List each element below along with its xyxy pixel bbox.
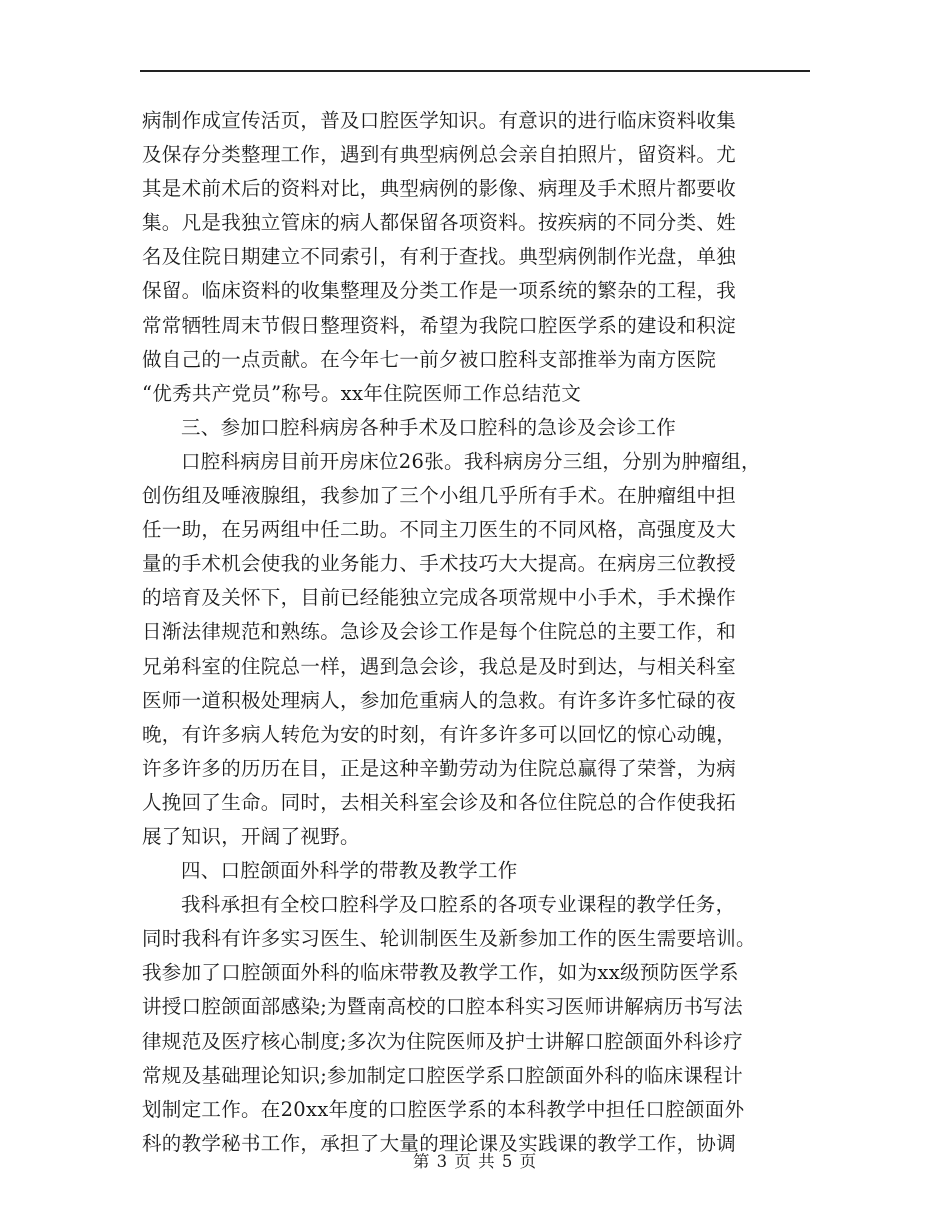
paragraph-first-line: 我科承担有全校口腔科学及口腔系的各项专业课程的教学任务，	[181, 893, 736, 917]
text-line: 的培育及关怀下，目前已经能独立完成各项常规中小手术，手术操作	[142, 586, 737, 610]
document-body	[142, 104, 832, 1161]
text-line: 集。凡是我独立管床的病人都保留各项资料。按疾病的不同分类、姓	[142, 211, 737, 235]
section-heading-3: 三、参加口腔科病房各种手术及口腔科的急诊及会诊工作	[181, 415, 677, 439]
text-line: 常规及基础理论知识;参加制定口腔医学系口腔颌面外科的临床课程计	[142, 1063, 743, 1087]
text-line: 许多许多的历历在目，正是这种辛勤劳动为住院总赢得了荣誉，为病	[142, 756, 737, 780]
text-line: 做自己的一点贡献。在今年七一前夕被口腔科支部推举为南方医院	[142, 347, 717, 371]
section-heading-4: 四、口腔颌面外科学的带教及教学工作	[181, 859, 518, 883]
text-line: 展了知识，开阔了视野。	[142, 824, 360, 848]
header-rule	[140, 70, 810, 72]
text-line: 划制定工作。在20xx年度的口腔医学系的本科教学中担任口腔颌面外	[142, 1097, 745, 1121]
text-line: 病制作成宣传活页，普及口腔医学知识。有意识的进行临床资料收集	[142, 109, 737, 132]
page-number-footer: 第 3 页 共 5 页	[412, 1152, 538, 1171]
text-line: 医师一道积极处理病人，参加危重病人的急救。有许多许多忙碌的夜	[142, 688, 737, 712]
paragraph-first-line: 口腔科病房目前开房床位26张。我科病房分三组，分别为肿瘤组，	[181, 449, 761, 473]
text-line: 任一助，在另两组中任二助。不同主刀医生的不同风格，高强度及大	[142, 518, 737, 542]
text-line: 其是术前术后的资料对比，典型病例的影像、病理及手术照片都要收	[142, 177, 737, 201]
text-line: 科的教学秘书工作，承担了大量的理论课及实践课的教学工作，协调	[142, 1131, 737, 1155]
text-line: 量的手术机会使我的业务能力、手术技巧大大提高。在病房三位教授	[142, 552, 737, 576]
text-line: 及保存分类整理工作，遇到有典型病例总会亲自拍照片，留资料。尤	[142, 143, 737, 167]
text-line: 创伤组及唾液腺组，我参加了三个小组几乎所有手术。在肿瘤组中担	[142, 484, 737, 508]
text-line: 兄弟科室的住院总一样，遇到急会诊，我总是及时到达，与相关科室	[142, 654, 737, 678]
text-line: 常常牺牲周末节假日整理资料，希望为我院口腔医学系的建设和积淀	[142, 313, 737, 337]
text-line: 同时我科有许多实习医生、轮训制医生及新参加工作的医生需要培训。	[142, 927, 756, 951]
text-line: 人挽回了生命。同时，去相关科室会诊及和各位住院总的合作使我拓	[142, 790, 737, 814]
text-line: 晚，有许多病人转危为安的时刻，有许多许多可以回忆的惊心动魄，	[142, 722, 737, 746]
text-line: 保留。临床资料的收集整理及分类工作是一项系统的繁杂的工程，我	[142, 279, 737, 303]
text-line: 日渐法律规范和熟练。急诊及会诊工作是每个住院总的主要工作，和	[142, 620, 737, 644]
text-line: 律规范及医疗核心制度;多次为住院医师及护士讲解口腔颌面外科诊疗	[142, 1029, 743, 1053]
text-line: 名及住院日期建立不同索引，有利于查找。典型病例制作光盘，单独	[142, 245, 737, 269]
text-line: “优秀共产党员”称号。xx年住院医师工作总结范文	[142, 381, 582, 405]
text-line: 讲授口腔颌面部感染;为暨南高校的口腔本科实习医师讲解病历书写法	[142, 995, 743, 1019]
text-line: 我参加了口腔颌面外科的临床带教及教学工作，如为xx级预防医学系	[142, 961, 739, 985]
